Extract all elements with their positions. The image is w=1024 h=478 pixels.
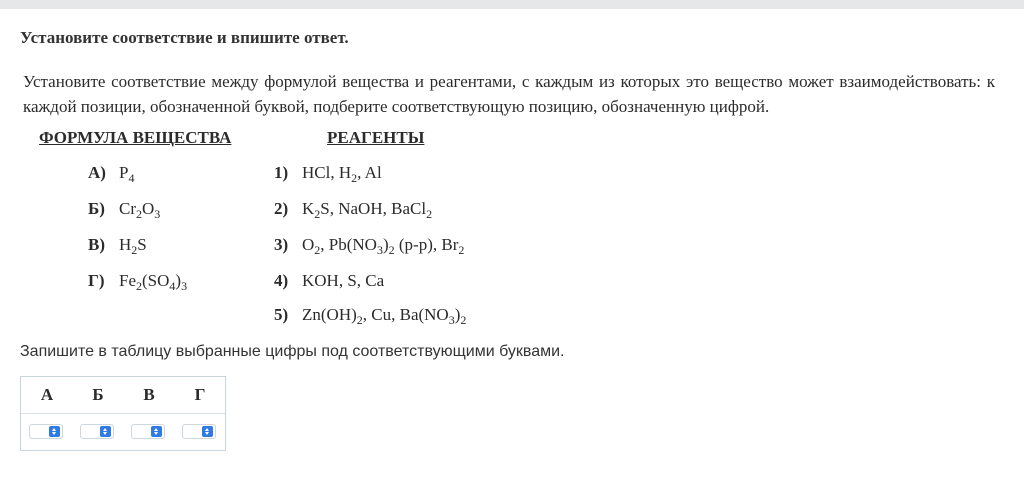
formula-column-heading: ФОРМУЛА ВЕЩЕСТВА — [39, 128, 232, 147]
reagent-item-value: $Zn(OH)_2$, Cu, $Ba(NO_3)_2$ — [302, 305, 467, 327]
answer-select-g[interactable] — [182, 424, 216, 439]
formula-item-value: $Cr_2O_3$ — [119, 199, 161, 221]
select-arrows-icon — [49, 426, 60, 437]
answer-header-v: В — [143, 385, 155, 404]
select-arrows-icon — [202, 426, 213, 437]
task-description: Установите соответствие между формулой вещества и реагентами, с каждым из которых это вещество может взаимодействовать: к каждой позиции, обозначенной буквой, подберите соответствующую позицию, обозначенную цифрой. — [23, 72, 995, 116]
reagent-item-label: 3) — [274, 235, 289, 254]
answer-header-b: Б — [92, 385, 104, 404]
answer-table — [20, 376, 226, 451]
formula-item-value: $P_4$ — [119, 163, 135, 185]
reagent-item-value: HCl, $H_2$, Al — [302, 163, 382, 185]
select-arrows-icon — [100, 426, 111, 437]
reagent-item-value: KOH, S, Ca — [302, 271, 385, 290]
reagent-item-2 — [274, 199, 432, 219]
formula-item-label: А) — [88, 163, 106, 182]
reagent-item-5 — [274, 305, 466, 325]
reagent-item-label: 5) — [274, 305, 289, 324]
reagent-item-label: 2) — [274, 199, 289, 218]
formula-item-label: Б) — [88, 199, 105, 218]
answer-table-header-row — [21, 377, 225, 414]
reagent-item-4 — [274, 271, 384, 291]
answer-instruction: Запишите в таблицу выбранные цифры под соответствующими буквами. — [20, 343, 565, 360]
answer-select-b[interactable] — [80, 424, 114, 439]
reagent-item-value: $O_2$, $Pb(NO_3)_2$ (р-р), $Br_2$ — [302, 235, 465, 257]
top-bar — [0, 0, 1024, 9]
formula-item-g — [88, 271, 187, 291]
reagent-item-3 — [274, 235, 464, 255]
formula-item-label: Г) — [88, 271, 105, 290]
page-title: Установите соответствие и впишите ответ. — [20, 28, 349, 47]
formula-item-a — [88, 163, 134, 183]
answer-header-g: Г — [194, 385, 206, 404]
formula-item-value: $H_2S$ — [119, 235, 147, 257]
answer-select-v[interactable] — [131, 424, 165, 439]
formula-item-value: $Fe_2(SO_4)_3$ — [119, 271, 188, 293]
reagent-item-value: $K_2S$, NaOH, BaCl$_2$ — [302, 199, 433, 221]
select-arrows-icon — [151, 426, 162, 437]
reagent-item-label: 4) — [274, 271, 289, 290]
formula-item-v — [88, 235, 147, 255]
reagent-item-1 — [274, 163, 382, 183]
formula-item-b — [88, 199, 160, 219]
answer-select-a[interactable] — [29, 424, 63, 439]
reagent-item-label: 1) — [274, 163, 289, 182]
formula-item-label: В) — [88, 235, 105, 254]
answer-header-a: А — [40, 385, 54, 404]
reagents-column-heading: РЕАГЕНТЫ — [327, 128, 425, 147]
